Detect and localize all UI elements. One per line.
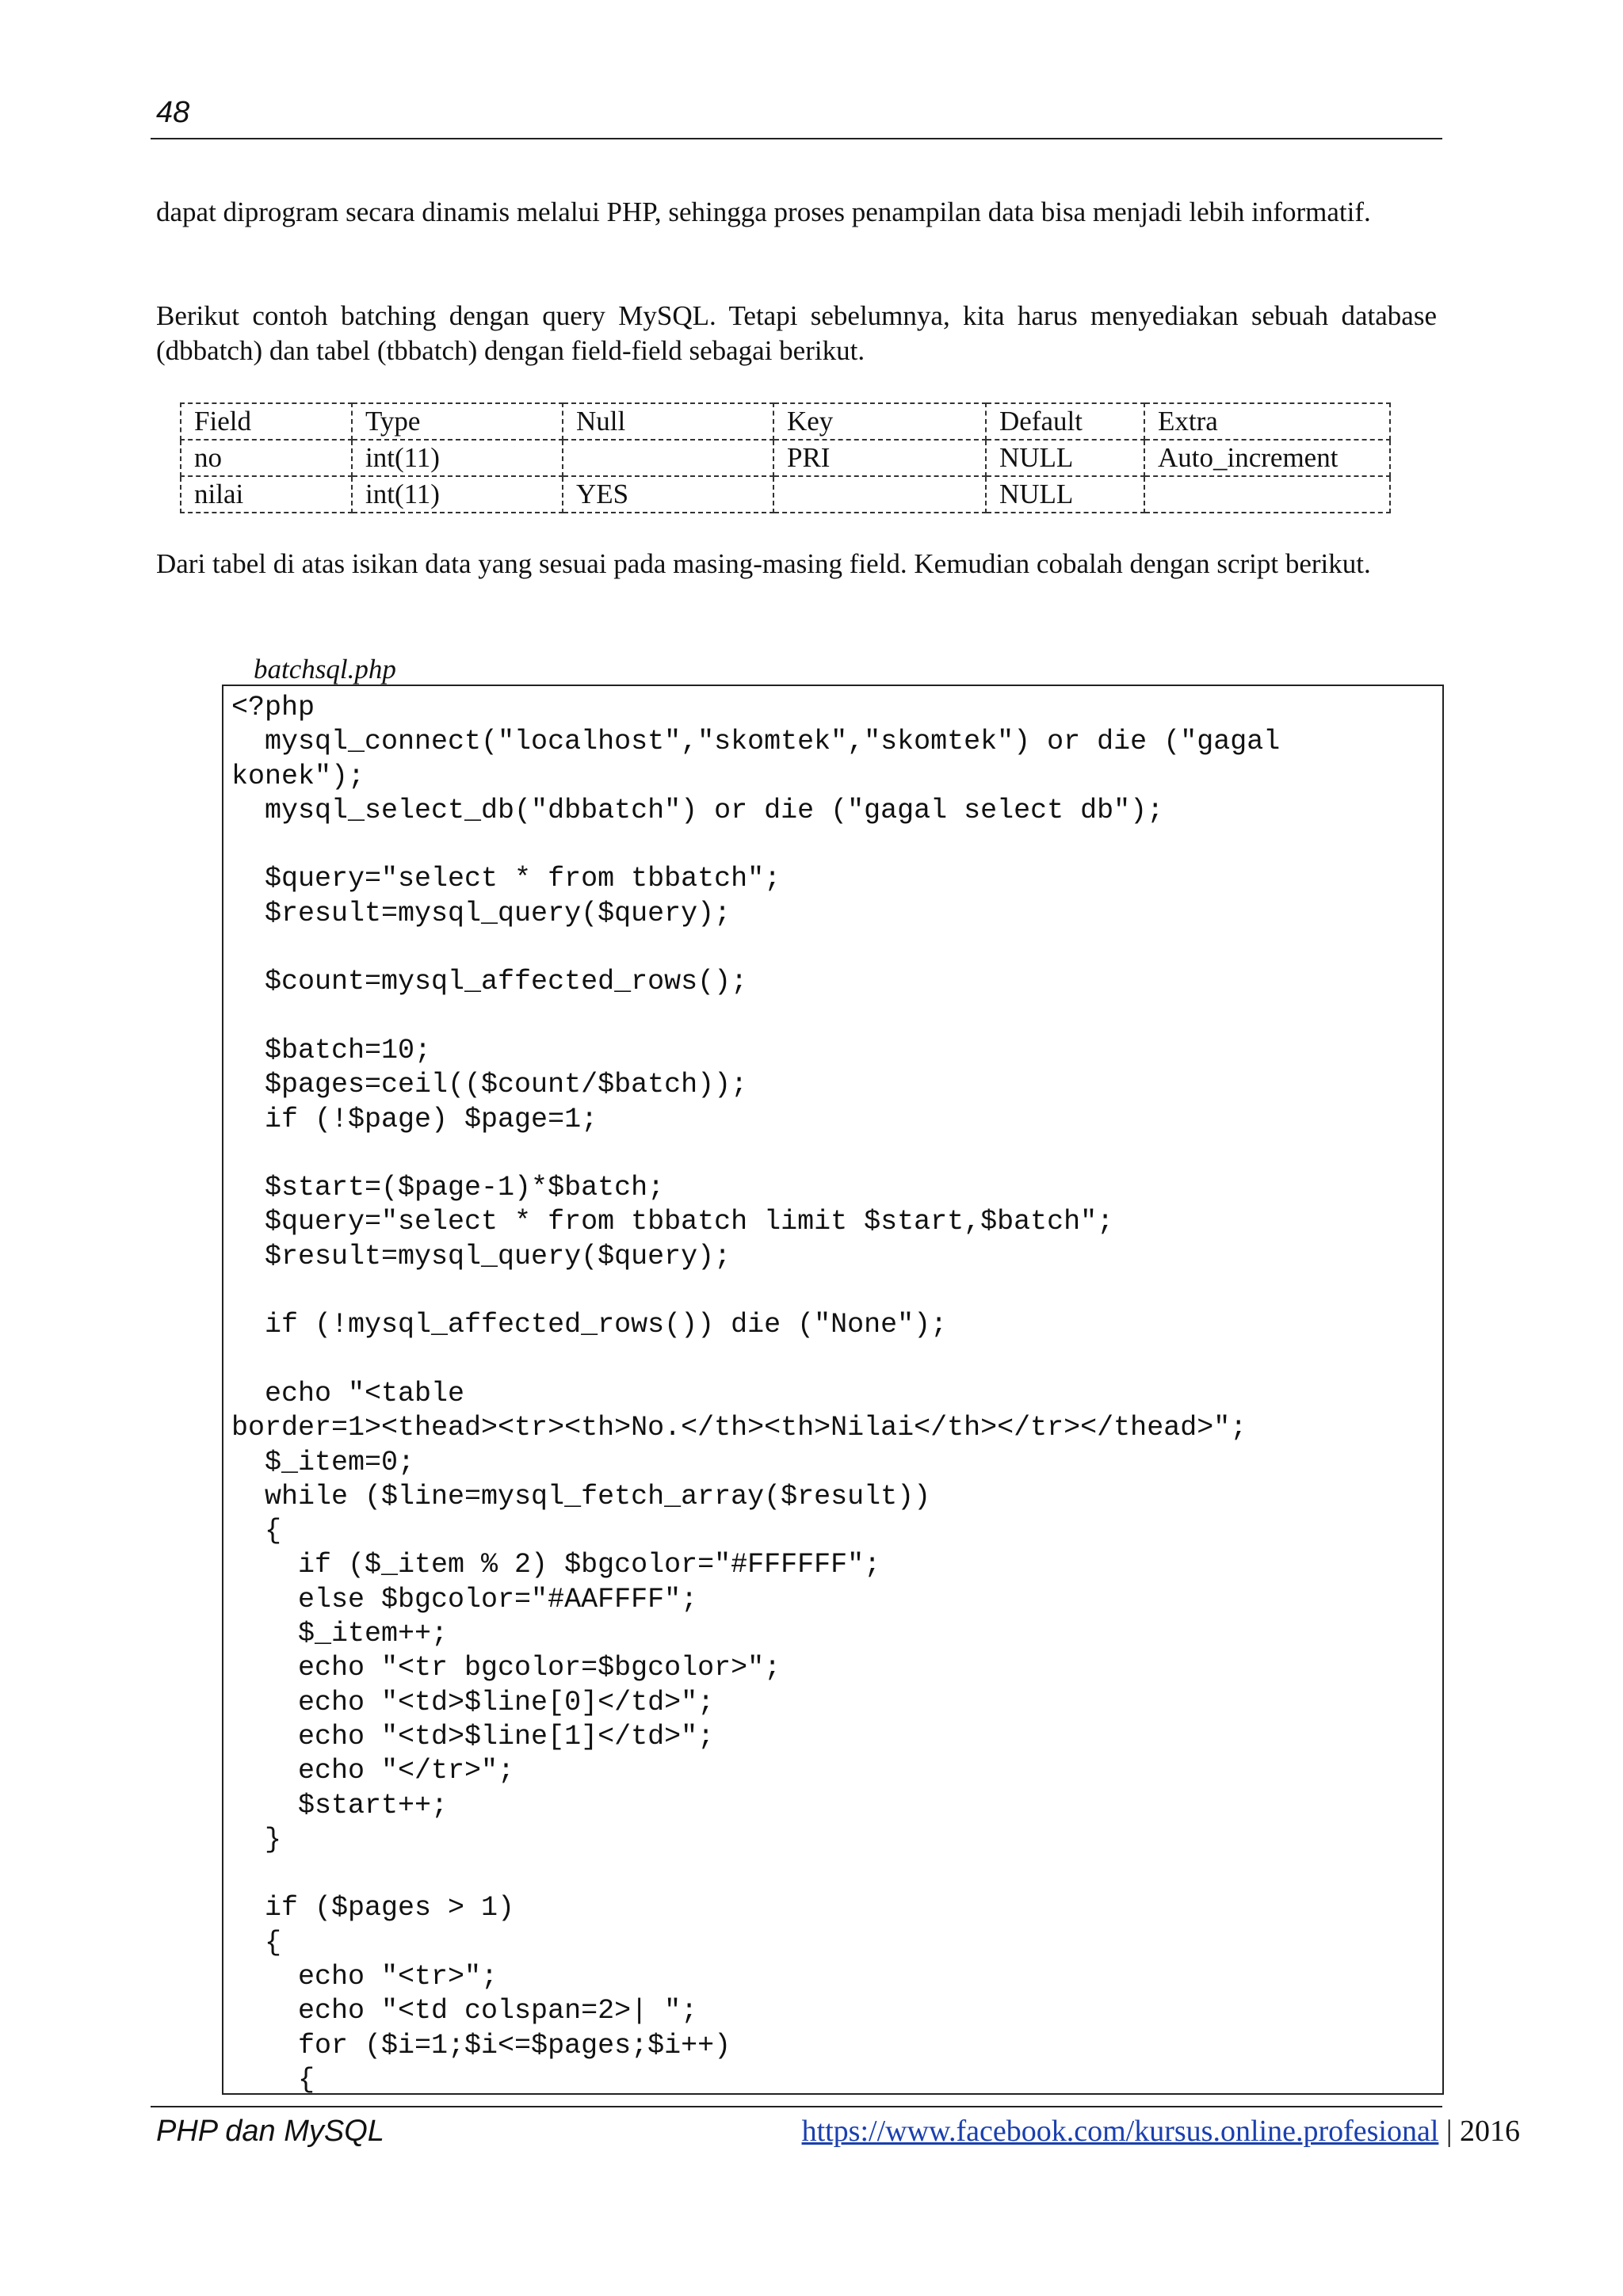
- field-table-header: Extra: [1144, 403, 1390, 440]
- code-caption: batchsql.php: [254, 654, 396, 685]
- table-cell: int(11): [352, 440, 563, 476]
- field-table-header: Default: [986, 403, 1144, 440]
- field-table-header: Key: [773, 403, 986, 440]
- footer-year: | 2016: [1445, 2115, 1520, 2148]
- field-table-header: Null: [563, 403, 773, 440]
- paragraph-instructions: Dari tabel di atas isikan data yang sesuai pada masing-masing field. Kemudian cobalah dengan script berikut.: [156, 548, 1371, 579]
- page-number: 48: [156, 96, 190, 129]
- footer-link[interactable]: https://www.facebook.com/kursus.online.profesional: [801, 2115, 1439, 2148]
- field-table-header: Type: [352, 403, 563, 440]
- field-table: [180, 402, 1391, 513]
- code-text: <?php mysql_connect("localhost","skomtek","skomtek") or die ("gagal konek"); mysql_select_db("dbbatch") or die ("gagal select db"); $query="select * from tbbatch"; $result=mysql_query($query); $count=mysql_affected_rows(); $batch=10; $pages=ceil(($count/$batch)); if (!$page) $page=1; $start=($page-1)*$batch; $query="select * from tbbatch limit $start,$batch"; $result=mysql_query($query); if (!mysql_affected_rows()) die ("None"); echo "<table border=1><thead><tr><th>No.</th><th>Nilai</th></tr></thead>"; $_item=0; while ($line=mysql_fetch_array($result)) { if ($_item % 2) $bgcolor="#FFFFFF"; else $bgcolor="#AAFFFF"; $_item++; echo "<tr bgcolor=$bgcolor>"; echo "<td>$line[0]</td>"; echo "<td>$line[1]</td>"; echo "</tr>"; $start++; } if ($pages > 1) { echo "<tr>"; echo "<td colspan=2>| "; for ($i=1;$i<=$pages;$i++) {: [231, 692, 1281, 2095]
- table-cell: NULL: [986, 476, 1144, 513]
- table-cell: [773, 476, 986, 513]
- table-cell: PRI: [773, 440, 986, 476]
- field-table-header-row: [181, 403, 1390, 440]
- paragraph-intro: dapat diprogram secara dinamis melalui PHP, sehingga proses penampilan data bisa menjadi lebih informatif.: [156, 196, 1371, 227]
- footer-book-title: PHP dan MySQL: [156, 2115, 384, 2148]
- table-row: [181, 476, 1390, 513]
- table-cell: no: [181, 440, 352, 476]
- header-divider: [151, 138, 1442, 139]
- table-cell: YES: [563, 476, 773, 513]
- field-table-header: Field: [181, 403, 352, 440]
- table-cell: [1144, 476, 1390, 513]
- table-cell: nilai: [181, 476, 352, 513]
- code-listing: [222, 685, 1444, 2095]
- footer-divider: [151, 2106, 1442, 2107]
- table-cell: NULL: [986, 440, 1144, 476]
- table-cell: int(11): [352, 476, 563, 513]
- table-cell: [563, 440, 773, 476]
- table-row: [181, 440, 1390, 476]
- footer-right: [802, 2114, 1520, 2149]
- paragraph-batching: Berikut contoh batching dengan query MySQL. Tetapi sebelumnya, kita harus menyediakan sebuah database (dbbatch) dan tabel (tbbatch) dengan field-field sebagai berikut.: [156, 300, 1437, 366]
- table-cell: Auto_increment: [1144, 440, 1390, 476]
